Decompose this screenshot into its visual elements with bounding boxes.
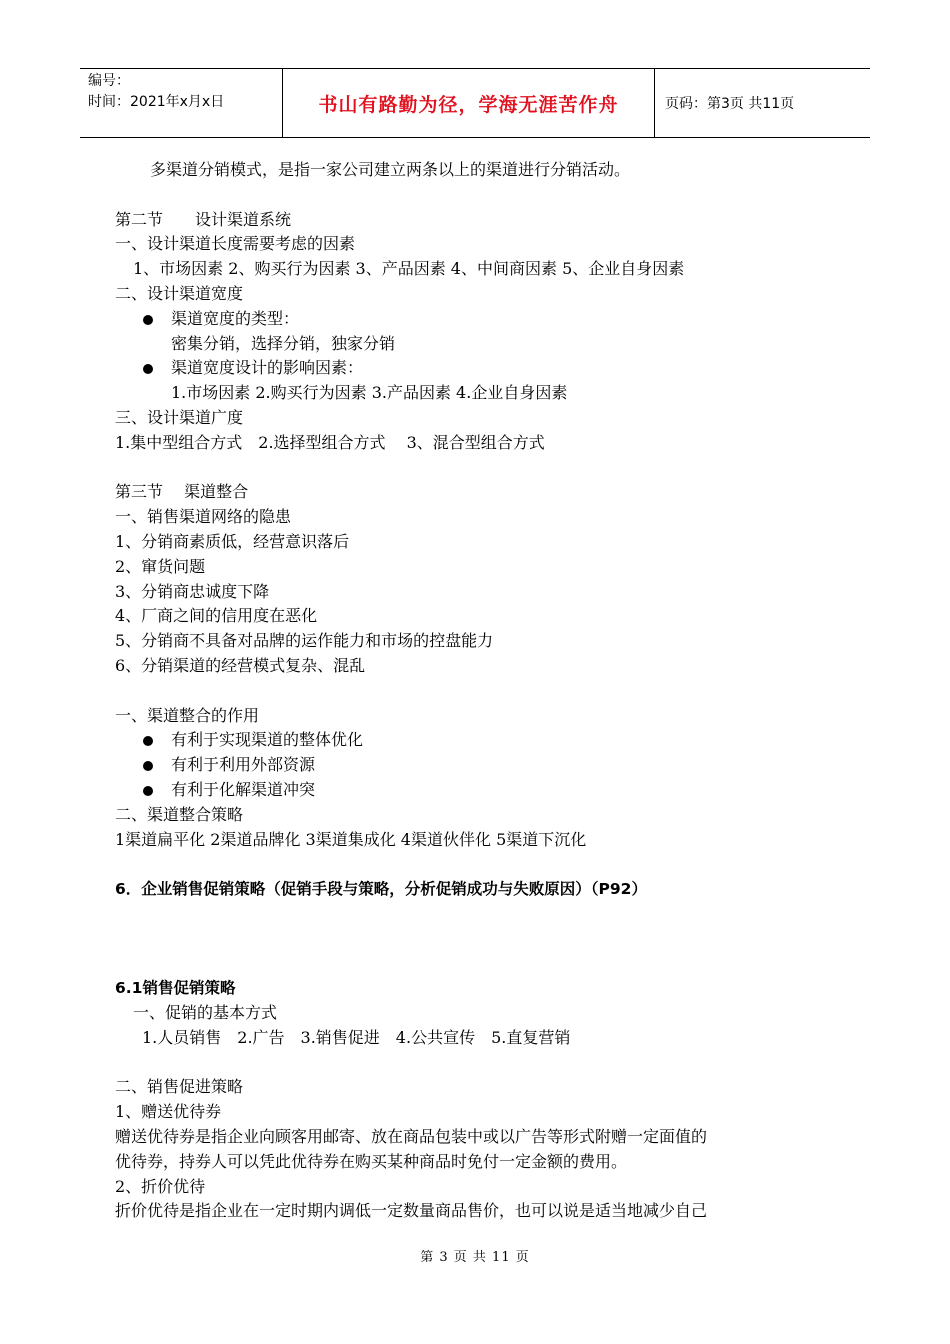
- blank-line: [115, 927, 845, 952]
- section-heading: 6．企业销售促销策略（促销手段与策略，分析促销成功与失败原因）（P92）: [115, 880, 647, 899]
- text-line: 折价优待是指企业在一定时期内调低一定数量商品售价，也可以说是适当地减少自己: [115, 1201, 708, 1221]
- bullet-item: 渠道宽度设计的影响因素：: [115, 356, 845, 381]
- text-line: 密集分销，选择分销，独家分销: [171, 333, 396, 353]
- page-header: [80, 68, 870, 138]
- text-line: 一、设计渠道长度需要考虑的因素: [115, 234, 356, 254]
- header-meta: [80, 69, 282, 137]
- blank-line: [115, 1051, 845, 1076]
- bullet-item: 有利于实现渠道的整体优化: [115, 728, 845, 753]
- page-footer: 第 3 页 共 11 页: [420, 1250, 530, 1265]
- blank-line: [115, 852, 845, 877]
- blank-line: [115, 456, 845, 481]
- text-line: 三、设计渠道广度: [115, 407, 244, 427]
- text-line: 赠送优待券是指企业向顾客用邮寄、放在商品包装中或以广告等形式附赠一定面值的: [115, 1127, 708, 1147]
- blank-line: [115, 183, 845, 208]
- text-line: 1渠道扁平化 2渠道品牌化 3渠道集成化 4渠道伙伴化 5渠道下沉化: [115, 829, 587, 849]
- header-motto: 书山有路勤为径，学海无涯苦作舟: [282, 69, 655, 137]
- text-line: 多渠道分销模式，是指一家公司建立两条以上的渠道进行分销活动。: [150, 160, 631, 179]
- text-line: 6、分销渠道的经营模式复杂、混乱: [115, 655, 366, 675]
- text-line: 二、渠道整合策略: [115, 804, 244, 824]
- bullet-item: 渠道宽度的类型：: [115, 307, 845, 332]
- text-line: 2、折价优待: [115, 1176, 206, 1196]
- bullet-item: 有利于利用外部资源: [115, 753, 845, 778]
- text-line: 优待券，持券人可以凭此优待券在购买某种商品时免付一定金额的费用。: [115, 1151, 628, 1171]
- blank-line: [115, 679, 845, 704]
- text-line: 1、赠送优待券: [115, 1102, 222, 1122]
- text-line: 3、分销商忠诚度下降: [115, 581, 270, 601]
- bullet-item: 有利于化解渠道冲突: [115, 778, 845, 803]
- text-line: 第二节 设计渠道系统: [115, 209, 292, 229]
- text-line: 一、渠道整合的作用: [115, 705, 260, 725]
- text-line: 1.集中型组合方式 2.选择型组合方式 3、混合型组合方式: [115, 432, 545, 452]
- text-line: 2、窜货问题: [115, 556, 206, 576]
- text-line: 第三节 渠道整合: [115, 482, 249, 502]
- text-line: 1.人员销售 2.广告 3.销售促进 4.公共宣传 5.直复营销: [142, 1027, 571, 1047]
- text-line: 1、市场因素 2、购买行为因素 3、产品因素 4、中间商因素 5、企业自身因素: [133, 259, 685, 279]
- blank-line: [115, 902, 845, 927]
- document-body: [115, 158, 845, 1224]
- text-line: 4、厂商之间的信用度在恶化: [115, 606, 318, 626]
- text-line: 5、分销商不具备对品牌的运作能力和市场的控盘能力: [115, 631, 494, 651]
- text-line: 1.市场因素 2.购买行为因素 3.产品因素 4.企业自身因素: [171, 383, 568, 403]
- text-line: 1、分销商素质低，经营意识落后: [115, 531, 350, 551]
- text-line: 二、设计渠道宽度: [115, 283, 244, 303]
- text-line: 一、促销的基本方式: [133, 1003, 278, 1023]
- text-line: 一、销售渠道网络的隐患: [115, 507, 292, 527]
- time-label: 时间：2021年x月x日: [88, 94, 225, 110]
- number-label: 编号：: [88, 73, 130, 89]
- header-page-info: 页码：第3页 共11页: [665, 96, 795, 112]
- text-line: 二、销售促进策略: [115, 1077, 244, 1097]
- section-heading: 6.1销售促销策略: [115, 979, 236, 998]
- blank-line: [115, 952, 845, 977]
